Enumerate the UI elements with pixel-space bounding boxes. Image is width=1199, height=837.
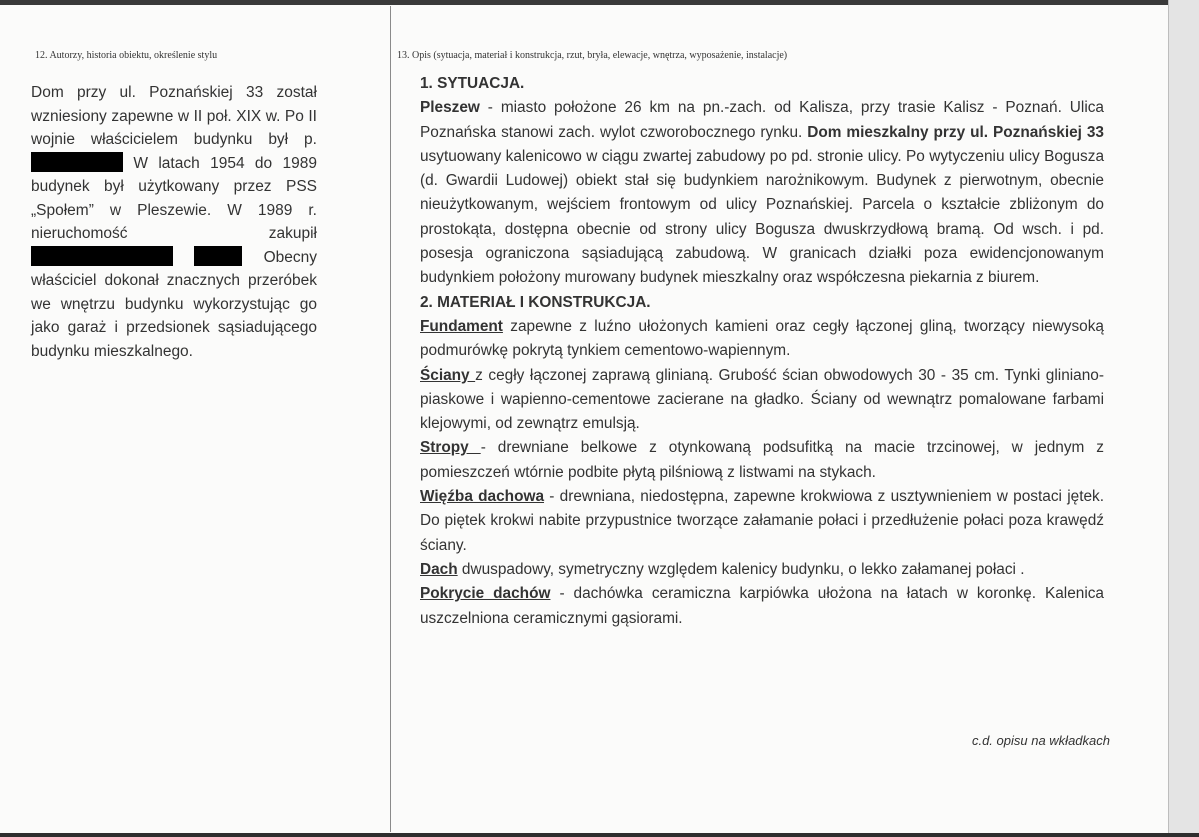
redaction-bar (194, 246, 242, 266)
history-text-part3: Obecny właściciel dokonał znacznych przeróbek we wnętrzu budynku wykorzystując go jako garaż i przedsionek sąsiadującego budynku mieszkalnego. (31, 248, 318, 360)
item-sciany (420, 364, 1104, 437)
item-text: - dachówka ceramiczna karpiówka ułożona na łatach w koronkę. Kalenica uszczelniona ceramicznymi gąsiorami. (420, 585, 1104, 627)
redaction-bar (31, 152, 123, 172)
situation-paragraph (420, 96, 1104, 290)
situation-text: - miasto położone 26 km na pn.-zach. od Kalisza, przy trasie Kalisz - Poznań. Ulica Poznańska stanowi zach. wylot czworobocznego rynku. (420, 99, 1104, 141)
item-label: Więźba dachowa (420, 488, 545, 506)
item-text: zapewne z luźno ułożonych kamieni oraz cegły łączonej gliną, tworzący niewysoką podmurówkę pokrytą tynkiem cementowo-wapiennym. (420, 317, 1104, 360)
left-column-header: 12. Autorzy, historia obiektu, określenie stylu (35, 50, 218, 61)
history-text (31, 81, 317, 363)
item-text: - drewniane belkowe z otynkowaną podsufitką na macie trzcinowej, w jednym z pomieszczeń wtórnie podbite płytą pilśniową z listwami na stykach. (420, 439, 1104, 481)
item-text: z cegły łączonej zaprawą glinianą. Grubość ścian obwodowych 30 - 35 cm. Tynki gliniano-piaskowe i wapienno-cementowe zacierane na gładko. Ściany od wewnątrz pomalowane farbami klejowymi, od zewnątrz emulsją. (420, 366, 1104, 433)
item-wiezba (420, 485, 1104, 558)
history-text-part2: W latach 1954 do 1989 budynek był użytkowany przez PSS „Społem” w Pleszewie. W 1989 r. nieruchomość zakupił (31, 154, 318, 242)
place-name: Pleszew (420, 99, 480, 117)
item-fundament (420, 315, 1104, 364)
item-label: Pokrycie dachów (420, 585, 551, 603)
item-label: Ściany (420, 366, 476, 384)
column-divider (390, 6, 391, 832)
redaction-bar (31, 246, 173, 266)
section-heading-situation: 1. SYTUACJA. (420, 75, 525, 92)
history-text-part1: Dom przy ul. Poznańskiej 33 został wzniesiony zapewne w II poł. XIX w. Po II wojnie właścicielem budynku był p. (31, 84, 317, 148)
continuation-note: c.d. opisu na wkładkach (971, 733, 1110, 748)
item-dach (420, 558, 1104, 582)
scan-bottom-edge (0, 833, 1199, 837)
section-heading-material: 2. MATERIAŁ I KONSTRUKCJA. (420, 293, 651, 311)
right-column-header: 13. Opis (sytuacja, materiał i konstrukcja, rzut, bryła, elewacje, wnętrza, wyposażenie, instalacje) (397, 50, 788, 61)
item-label: Stropy (420, 439, 481, 457)
item-label: Fundament (420, 317, 503, 335)
building-name: Dom mieszkalny przy ul. Poznańskiej 33 (807, 123, 1104, 141)
description-text (420, 72, 1104, 631)
item-pokrycie (420, 582, 1104, 631)
item-text: - drewniana, niedostępna, zapewne krokwiowa z usztywnieniem w postaci jętek. Do piętek krokwi nabite przypustnice tworzące załamanie połaci i przedłużenie połaci poza krawędź ściany. (420, 488, 1104, 554)
item-label: Dach (420, 560, 458, 578)
item-text: dwuspadowy, symetryczny względem kalenicy budynku, o lekko załamanej połaci . (457, 560, 1025, 578)
situation-text: usytuowany kalenicowo w ciągu zwartej zabudowy po pd. stronie ulicy. Po wytyczeniu ulicy Bogusza (d. Gwardii Ludowej) obiekt stał się budynkiem narożnikowym. Budynek z pierwotnym, obecnie nieużytkowanym, wejściem frontowym od ulicy Poznańskiej. Parcela o kształcie zbliżonym do prostokąta, dostępna obecnie od strony ulicy Bogusza dwuskrzydłową bramą. Od wsch. i pd. posesja ograniczona sąsiadującą zabudową. W granicach działki poza ewidencjonowanym budynkiem położony murowany budynek mieszkalny oraz współczesna piekarnia z biurem. (420, 147, 1104, 287)
scan-right-edge (1168, 0, 1199, 837)
item-stropy (420, 436, 1104, 485)
